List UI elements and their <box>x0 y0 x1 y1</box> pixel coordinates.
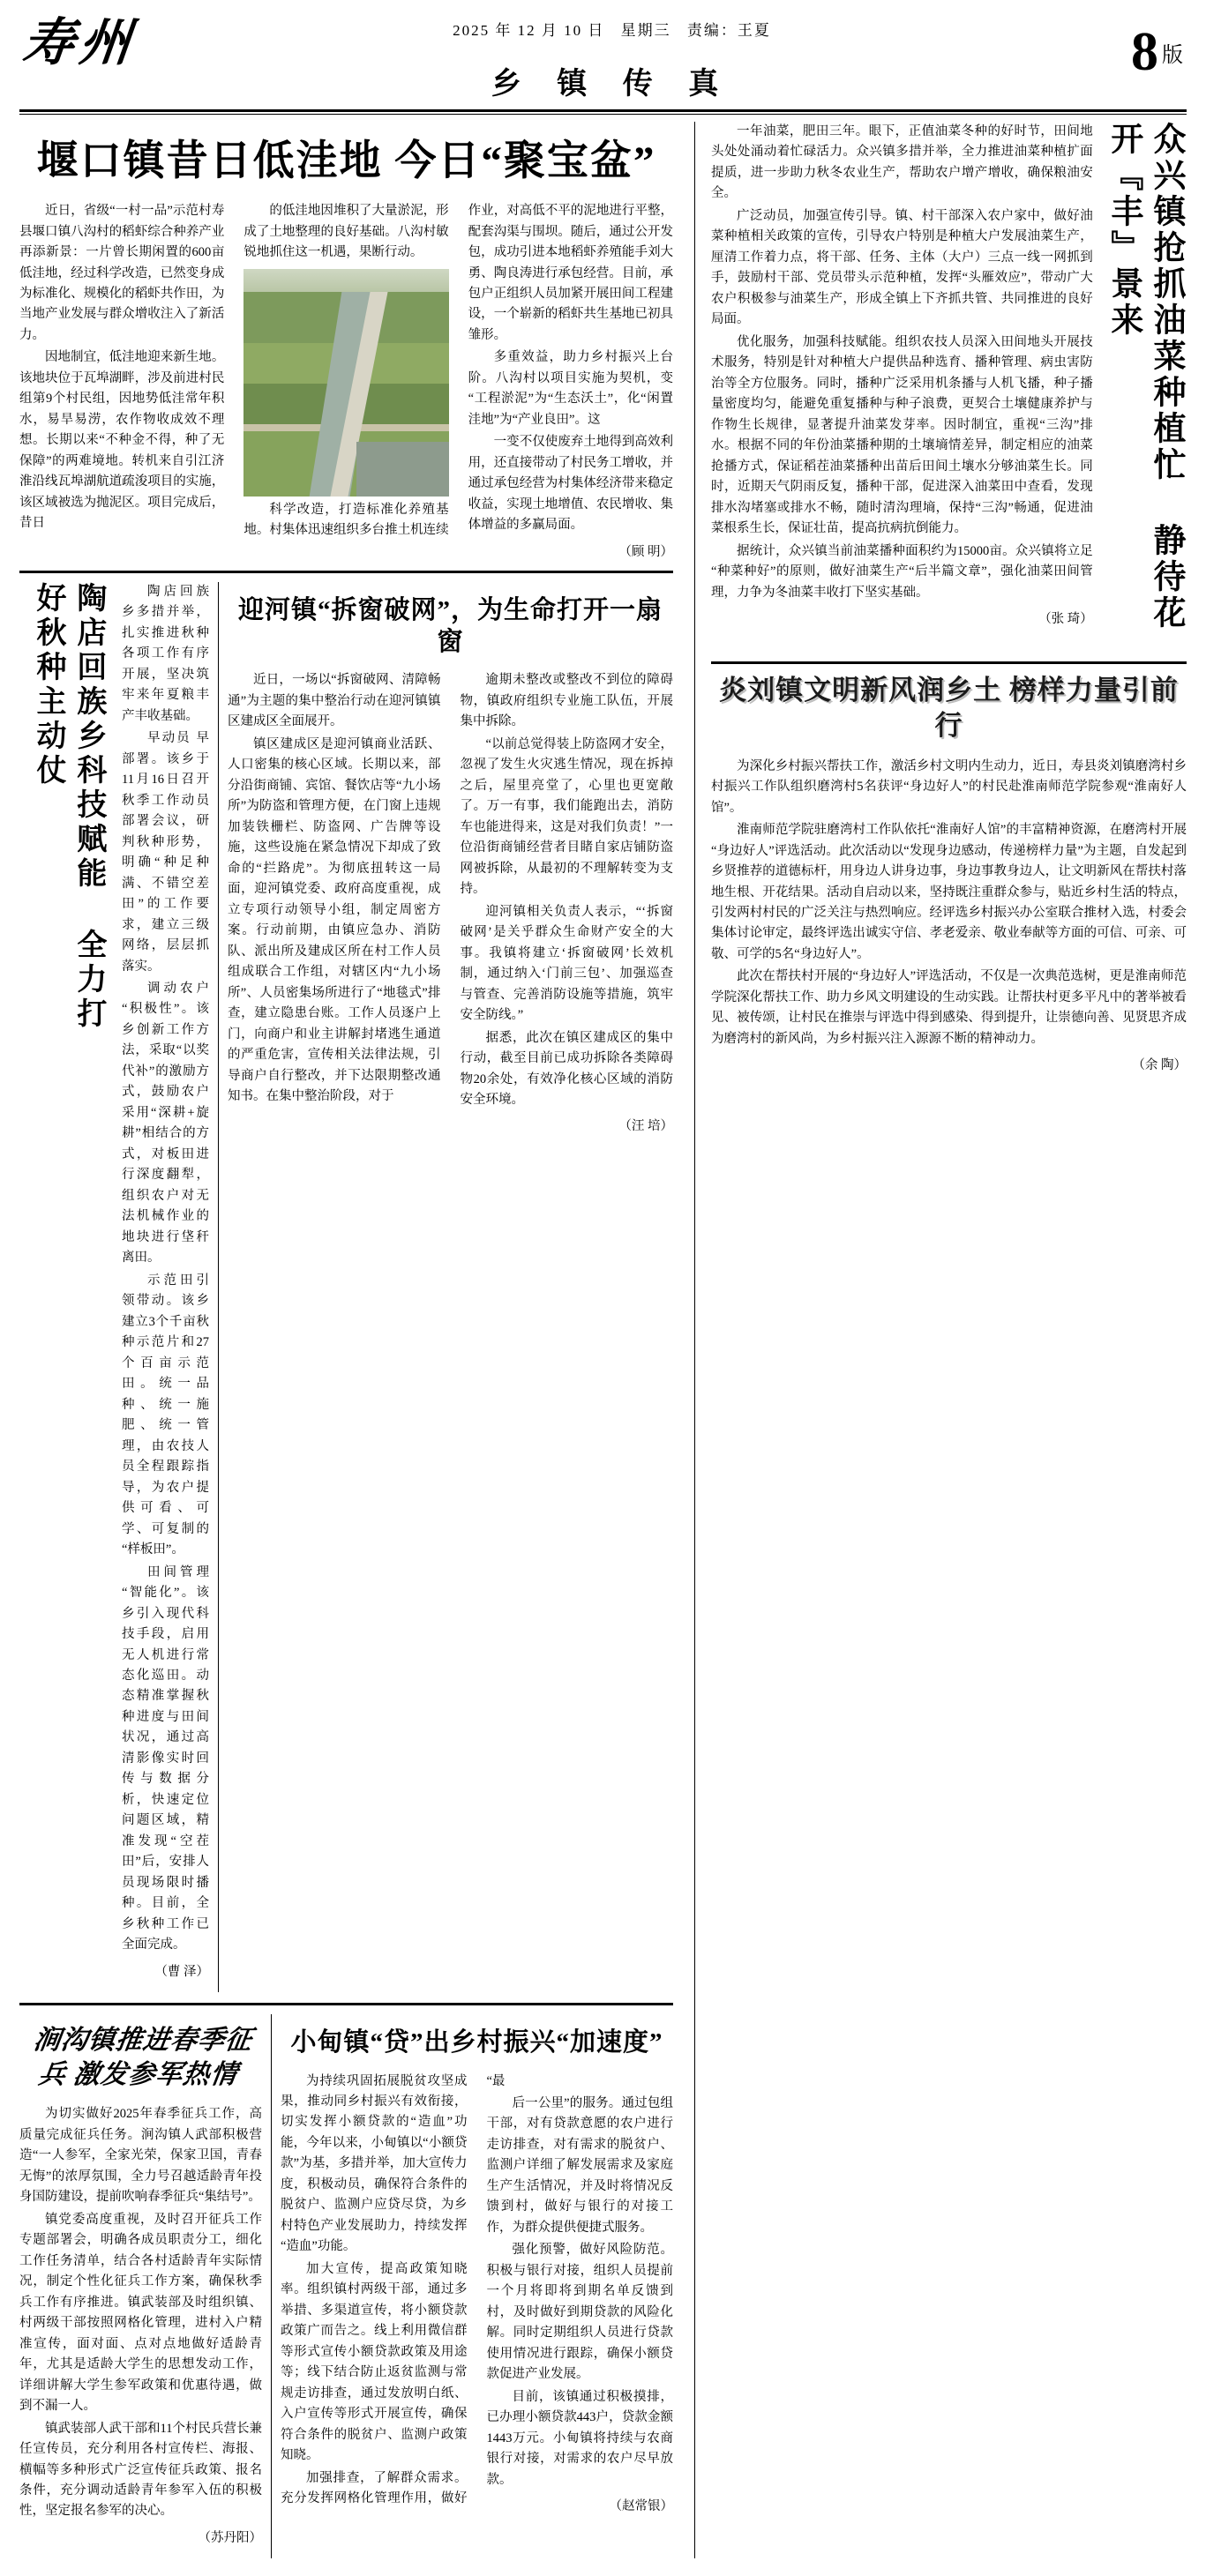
column-divider <box>271 2014 272 2558</box>
paragraph: 一变不仅使废弃土地得到高效利用，还直接带动了村民务工增收，并通过承包经营为村集体经济带来稳定收益，实现土地增值、农民增收、集体增益的多赢局面。 <box>468 435 673 533</box>
byline: （余 陶） <box>1132 1058 1187 1073</box>
paragraph: 田间管理“智能化”。该乡引入现代科技手段，启用无人机进行常态化巡田。动态精准掌握秋种进度与田间状况，通过高清影像实时回传与数据分析，快速定位问题区域，精准发现“空茬田”后，安排人员现场限时播种。目前，全乡秋种工作已全面完成。 <box>122 1564 209 1953</box>
paragraph: 加强排查，了解群众需求。充分发挥网格化管理作用，做好“最 <box>281 2073 506 2506</box>
article-jiangou <box>19 2014 262 2558</box>
paragraph: 近日，省级“一村一品”示范村寿县堰口镇八沟村的稻虾综合种养产业再添新景：一片曾长期闲置的600亩低洼地，经过科学改造，已然变身成为标准化、规模化的稻虾共作田，为当地产业发展与群众增收注入了新活力。 <box>19 204 225 342</box>
paragraph: 调动农户“积极性”。该乡创新工作方法，采取“以奖代补”的激励方式，鼓励农户采用“深耕+旋耕”相结合的方式，对板田进行深度翻犁，组织农户对无法机械作业的地块进行垡秆离田。 <box>122 982 209 1266</box>
masthead-center <box>208 12 1015 102</box>
byline: （曹 泽） <box>154 1964 209 1979</box>
newspaper-logo <box>19 12 208 71</box>
byline: （张 琦） <box>1038 612 1093 627</box>
section-divider <box>19 571 673 573</box>
paragraph: 镇党委高度重视，及时召开征兵工作专题部署会，明确各成员职责分工，细化工作任务清单，结合各村适龄青年实际情况，制定个性化征兵工作方案，确保秋季兵工作有序推进。镇武装部及时组织镇、村两级干部按照网格化管理，进村入户精准宣传，面对面、点对点地做好适龄青年，尤其是适龄大学生的思想发动工作，详细讲解大学生参军政策和优惠待遇，做到不漏一人。 <box>19 2212 262 2414</box>
main-column-divider <box>694 122 695 2558</box>
lead-body <box>19 201 673 560</box>
lead-photo <box>243 269 448 497</box>
paragraph: 早动员 早部署。该乡于11月16日召开秋季工作动员部署会议，研判秋种形势，明确“种足种满、不错空差田”的工作要求，建立三级网络，层层抓落实。 <box>122 731 209 974</box>
jiangou-headline: 涧沟镇推进春季征兵 激发参军热情 <box>31 2026 255 2090</box>
byline: （顾 明） <box>618 544 673 559</box>
zhongxing-headline: 众兴镇抢抓油菜种植忙 静待花开『丰』景来 <box>1105 122 1184 631</box>
weekday: 星期三 <box>620 22 671 39</box>
paragraph: 镇区建成区是迎河镇商业活跃、人口密集的核心区域。长期以来，部分沿街商铺、宾馆、餐饮店等“九小场所”为防盗和管理方便，在门窗上违规加装铁栅栏、防盗网、广告牌等设施，这些设施在紧急情况下却成了致命的“拦路虎”。为彻底扭转这一局面，迎河镇党委、政府高度重视，成立专项行动领导小组，制定周密方案。行动前期，由镇应急办、消防队、派出所及建成区所在村工作人员组成联合工作组，对辖区内“九小场所”、人员密集场所进行了“地毯式”排查，建立隐患台账。工作人员逐户上门，向商户和业主讲解封堵逃生通道的严重危害，宣传相关法律法规，引导商户自行整改，并下达限期整改通知书。在集中整治阶段，对于 <box>228 736 441 1103</box>
paragraph: 淮南师范学院驻磨湾村工作队依托“淮南好人馆”的丰富精神资源，在磨湾村开展“身边好人”评选活动。此次活动以“发现身边感动，传递榜样力量”为主题，自发起到乡贤推荐的道德标杆，用身边人讲身边事，身边事教身边人，让文明新风在帮扶村落地生根、开花结果。活动自启动以来，坚持既注重群众参与，贴近乡村生活的特点，引发两村村民的广泛关注与热烈响应。经评选乡村振兴办公室联合推材入选，村委会集体讨论审定，最终评选出诚实守信、孝老爱亲、敬业奉献等方面的可信、可亲、可敬、可学的5名“身边好人”。 <box>711 823 1187 961</box>
article-taodian <box>19 582 209 1992</box>
bottom-row <box>19 2014 673 2558</box>
taodian-body <box>116 582 209 1992</box>
paragraph: 逾期未整改或整改不到位的障碍物，镇政府组织专业施工队伍，开展集中拆除。 <box>460 673 673 729</box>
article-zhongxing <box>711 122 1187 651</box>
paragraph: 为切实做好2025年春季征兵工作，高质量完成征兵任务。涧沟镇人武部积极营造“一人参军，全家光荣，保家卫国，青春无悔”的浓厚氛围，全力号召越适龄青年投身国防建设，提前吹响春季征兵“集结号”。 <box>19 2107 262 2205</box>
paragraph: 此次在帮扶村开展的“身边好人”评选活动，不仅是一次典范选树，更是淮南师范学院深化帮扶工作、助力乡风文明建设的生动实践。让帮扶村更多平凡中的著举被看见、被传颂，让村民在推崇与评选中得到感染、得到提升，让崇德向善、见贤思齐成为磨湾村的新风尚，为乡村振兴注入源源不断的精神动力。 <box>711 969 1187 1046</box>
masthead-rule-thin <box>19 114 1187 115</box>
paragraph: 迎河镇相关负责人表示，“‘拆窗破网’是关乎群众生命财产安全的大事。我镇将建立‘拆窗破网’长效机制，通过纳入‘门前三包’、加强巡查与管查、完善消防设施等措施，筑牢安全防线。” <box>460 904 673 1023</box>
paragraph: 据悉，此次在镇区建成区的集中行动，截至目前已成功拆除各类障碍物20余处，有效净化核心区域的消防安全环境。 <box>460 1030 673 1107</box>
logo-text: 寿州 <box>19 14 139 71</box>
article-yanliu <box>711 673 1187 1073</box>
column-divider <box>218 582 219 1992</box>
paragraph: 示范田引领带动。该乡建立3个千亩秋种示范片和27个百亩示范田。统一品种、统一施肥、统一管理，由农技人员全程跟踪指导，为农户提供可看、可学、可复制的“样板田”。 <box>122 1273 209 1557</box>
section-title: 乡 镇 传 真 <box>491 68 733 101</box>
zhongxing-body <box>711 122 1102 640</box>
paragraph: 为深化乡村振兴帮扶工作，激活乡村文明内生动力，近日，寿县炎刘镇磨湾村乡村振兴工作队组织磨湾村5名获评“身边好人”的村民赴淮南师范学院参观“淮南好人馆”。 <box>711 758 1187 815</box>
paragraph: 优化服务，加强科技赋能。组织农技人员深入田间地头开展技术服务，特别是针对种植大户提供品种选育、播种管理、病虫害防治等全方位服务。同时，播种广泛采用机条播与人机飞播，种子播量密度均匀，能避免重复播种与种子浪费，更契合土壤健康养护与作物生长规律，显著提升油菜发芽率。因时制宜，重视“三沟”排水。根据不同的年份油菜播种期的土壤墒情差异，制定相应的油菜抢播方式，保证稻茬油菜播种出苗后田间土壤水分够油菜生长。同时，近期天气阴雨反复，播种干部，促进深入油菜田中查看，发现排水沟堵塞或排水不畅，随时清沟理墒，保持“三沟”畅通，促进油菜根系生长，保证壮苗，提高抗病抗倒能力。 <box>711 334 1093 536</box>
issue-date: 2025 年 12 月 10 日 <box>453 22 605 39</box>
lead-headline: 堰口镇昔日低洼地 今日“聚宝盆” <box>36 138 656 184</box>
page-number-block <box>1015 12 1183 82</box>
paragraph: 多重效益，助力乡村振兴上台阶。八沟村以项目实施为契机，变“工程淤泥”为“生态沃土”，化“闲置洼地”为“产业良田”。这 <box>468 350 673 427</box>
date-line <box>208 12 1015 40</box>
yanliu-headline: 炎刘镇文明新风润乡土 榜样力量引前行 <box>719 675 1179 742</box>
xiaodian-headline: 小甸镇“贷”出乡村振兴“加速度” <box>290 2028 663 2057</box>
right-column <box>704 122 1187 2558</box>
yinghe-headline: 迎河镇“拆窗破网”，为生命打开一扇窗 <box>237 595 663 657</box>
page-content <box>0 122 1206 2576</box>
masthead-rule-thick <box>19 109 1187 112</box>
middle-row <box>19 582 673 1992</box>
paragraph: 加大宣传，提高政策知晓率。组织镇村两级干部，通过多举措、多渠道宣传，将小额贷款政策广而告之。线上利用微信群等形式宣传小额贷款政策及用途等；线下结合防止返贫监测与常规走访排查，通过发放明白纸、入户宣传等形式开展宣传，确保符合条件的脱贫户、监测户政策知晓。 <box>281 2261 468 2463</box>
article-yinghe <box>228 582 673 1992</box>
masthead <box>0 0 1206 106</box>
paragraph: 据统计，众兴镇当前油菜播种面积约为15000亩。众兴镇将立足“种菜种好”的原则，做好油菜生产“后半篇文章”，强化油菜田间管理，力争为冬油菜丰收打下坚实基础。 <box>711 543 1093 600</box>
paragraph: 陶店回族乡多措并举，扎实推进秋种各项工作有序开展，坚决筑牢来年夏粮丰产丰收基础。 <box>122 584 209 723</box>
left-column <box>19 122 685 2558</box>
yinghe-body <box>228 670 673 1134</box>
paragraph: 因地制宜，低洼地迎来新生地。该地块位于瓦埠湖畔，涉及前进村民组第9个村民组，因地势低洼常年积水，易旱易涝，农作物收成效不理想。长期以来“不种金不得，种了无保障”的两难境地。转机来自引江济淮沿线瓦埠湖航道疏浚项目的实施，该区域被选为抛泥区。项目完成后，昔日 <box>19 350 225 531</box>
paragraph: “以前总觉得装上防盗网才安全，忽视了发生火灾逃生情况，现在拆掉之后，屋里亮堂了，心里也更宽敞了。万一有事，我们能跑出去，消防车也能进得来，这是对我们负责！”一位沿街商铺经营者目睹自家店铺防盗网被拆除，从最初的不理解转变为支持。 <box>460 736 673 897</box>
paragraph: 一年油菜，肥田三年。眼下，正值油菜冬种的好时节，田间地头处处涌动着忙碌活力。众兴镇多措并举，全力推进油菜种植扩面提质，进一步助力秋冬农业生产，帮助农户增产增收，确保粮油安全。 <box>711 124 1093 201</box>
article-lead <box>19 138 673 560</box>
paragraph: 科学改造，打造标准化养殖基地。村集体迅速组织多台推土机连续作业，对高低不平的泥地进行平整，配套沟渠与围坝。随后，通过公开发包，成功引进本地稻虾养殖能手刘大勇、陶良涛进行承包经营。目前，承包户正组织人员加紧开展田间工程建设，一个崭新的稻虾共生基地已初具雏形。 <box>243 204 673 537</box>
section-divider <box>711 661 1187 664</box>
byline: （苏丹阳） <box>198 2530 262 2545</box>
paragraph: 近日，一场以“拆窗破网、清障畅通”为主题的集中整治行动在迎河镇镇区建成区全面展开。 <box>228 673 441 729</box>
taodian-headline: 陶店回族乡科技赋能 全力打好秋种主动仗 <box>32 581 105 1032</box>
section-divider <box>19 2003 673 2005</box>
paragraph: 为持续巩固拓展脱贫攻坚成果，推动同乡村振兴有效衔接，切实发挥小额贷款的“造血”功能，今年以来，小甸镇以“小额贷款”为基，多措并举，加大宣传力度，积极动员，确保符合条件的脱贫户、监测户应贷尽贷，为乡村特色产业发展助力，持续发挥“造血”功能。 <box>281 2073 468 2254</box>
editor: 责编：王夏 <box>686 22 771 39</box>
byline: （赵常银） <box>609 2499 673 2514</box>
paragraph: 强化预警，做好风险防范。积极与银行对接，组织人员提前一个月将即将到期名单反馈到村，及时做好到期贷款的风险化解。同时定期组织人员进行贷款使用情况进行跟踪，确保小额贷款促进产业发展。 <box>486 2243 673 2382</box>
byline: （汪 培） <box>618 1119 673 1134</box>
page-number: 8 <box>1131 22 1158 82</box>
article-xiaodian <box>281 2014 673 2558</box>
paragraph: 后一公里”的服务。通过包组干部，对有贷款意愿的农户进行走访排查，对有需求的脱贫户、监测户详细了解发展需求及家庭生产生活情况，并及时将情况反馈到村，做好与银行的对接工作，为群众提供便捷式服务。 <box>486 2096 673 2235</box>
paragraph: 广泛动员，加强宣传引导。镇、村干部深入农户家中，做好油菜种植相关政策的宣传，引导农户特别是种植大户发展油菜生产，厘清工作着力点，将干部、任务、主体（大户）三点一线一网抓到手，鼓励村干部、党员带头示范种植，发挥“头雁效应”，带动广大农户积极参与油菜生产，形成全镇上下齐抓共管、共同推进的良好局面。 <box>711 208 1093 327</box>
paragraph: 目前，该镇通过积极摸排，已办理小额贷款443户，贷款金额1443万元。小甸镇将持续与农商银行对接，对需求的农户尽早放款。 <box>486 2389 673 2487</box>
xiaodian-body <box>281 2072 673 2519</box>
paragraph: 的低洼地因堆积了大量淤泥，形成了土地整理的良好基础。八沟村敏锐地抓住这一机遇，果断行动。 <box>243 204 449 260</box>
page-unit: 版 <box>1162 43 1183 67</box>
paragraph: 镇武装部人武干部和11个村民兵营长兼任宣传员，充分利用各村宣传栏、海报、横幅等多种形式广泛宣传征兵政策、报名条件，充分调动适龄青年参军入伍的积极性，坚定报名参军的决心。 <box>19 2421 262 2519</box>
